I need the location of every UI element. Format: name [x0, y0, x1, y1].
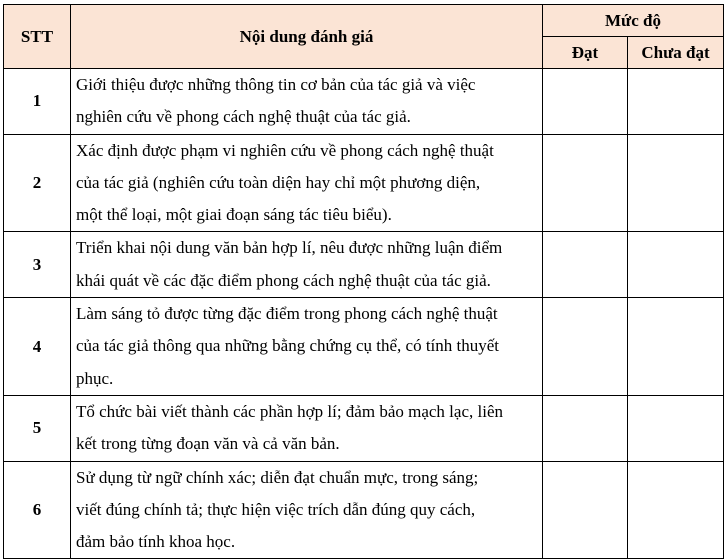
header-stt: STT — [4, 5, 71, 69]
table-row — [4, 298, 724, 396]
table-row — [4, 134, 724, 232]
table-row — [4, 461, 724, 559]
header-pass: Đạt — [543, 37, 628, 69]
row-number: 6 — [4, 461, 71, 559]
fail-cell[interactable] — [628, 461, 724, 559]
pass-cell[interactable] — [543, 395, 628, 461]
criterion-line: khái quát về các đặc điểm phong cách nghệ thuật của tác giả. — [76, 270, 491, 290]
criterion-line: Giới thiệu được những thông tin cơ bản của tác giả và việc — [76, 75, 476, 94]
fail-cell[interactable] — [628, 232, 724, 298]
pass-cell[interactable] — [543, 232, 628, 298]
pass-cell[interactable] — [543, 69, 628, 135]
row-number: 5 — [4, 395, 71, 461]
header-fail: Chưa đạt — [628, 37, 724, 69]
criterion-line: của tác giả thông qua những bằng chứng cụ thể, có tính thuyết — [76, 336, 500, 356]
criterion-text — [71, 298, 543, 396]
evaluation-table — [3, 4, 724, 559]
criterion-text — [71, 461, 543, 559]
row-number: 3 — [4, 232, 71, 298]
criterion-line: Triển khai nội dung văn bản hợp lí, nêu được những luận điểm — [76, 238, 503, 258]
pass-cell[interactable] — [543, 461, 628, 559]
row-number: 4 — [4, 298, 71, 396]
table-row — [4, 69, 724, 135]
criterion-line: viết đúng chính tả; thực hiện việc trích dẫn đúng quy cách, — [76, 499, 476, 519]
criterion-text — [71, 395, 543, 461]
row-number: 2 — [4, 134, 71, 232]
table-row — [4, 232, 724, 298]
criterion-line: phục. — [76, 368, 114, 388]
row-number: 1 — [4, 69, 71, 135]
header-content: Nội dung đánh giá — [71, 5, 543, 69]
header-level: Mức độ — [543, 5, 724, 37]
criterion-text — [71, 69, 543, 135]
fail-cell[interactable] — [628, 69, 724, 135]
fail-cell[interactable] — [628, 298, 724, 396]
criterion-text — [71, 134, 543, 232]
fail-cell[interactable] — [628, 134, 724, 232]
criterion-line: kết trong từng đoạn văn và cả văn bản. — [76, 434, 340, 454]
table-row — [4, 395, 724, 461]
criterion-line: nghiên cứu về phong cách nghệ thuật của tác giả. — [76, 107, 411, 127]
criterion-line: một thể loại, một giai đoạn sáng tác tiêu biểu). — [76, 205, 392, 225]
criterion-line: của tác giả (nghiên cứu toàn diện hay chỉ một phương diện, — [76, 172, 481, 192]
criterion-text — [71, 232, 543, 298]
criterion-line: Tổ chức bài viết thành các phần hợp lí; đảm bảo mạch lạc, liên — [76, 401, 503, 421]
pass-cell[interactable] — [543, 298, 628, 396]
criterion-line: Sử dụng từ ngữ chính xác; diễn đạt chuẩn mực, trong sáng; — [76, 467, 479, 487]
criterion-line: đảm bảo tính khoa học. — [76, 532, 236, 552]
fail-cell[interactable] — [628, 395, 724, 461]
criterion-line: Làm sáng tỏ được từng đặc điểm trong phong cách nghệ thuật — [76, 304, 498, 324]
pass-cell[interactable] — [543, 134, 628, 232]
criterion-line: Xác định được phạm vi nghiên cứu về phong cách nghệ thuật — [76, 140, 494, 160]
